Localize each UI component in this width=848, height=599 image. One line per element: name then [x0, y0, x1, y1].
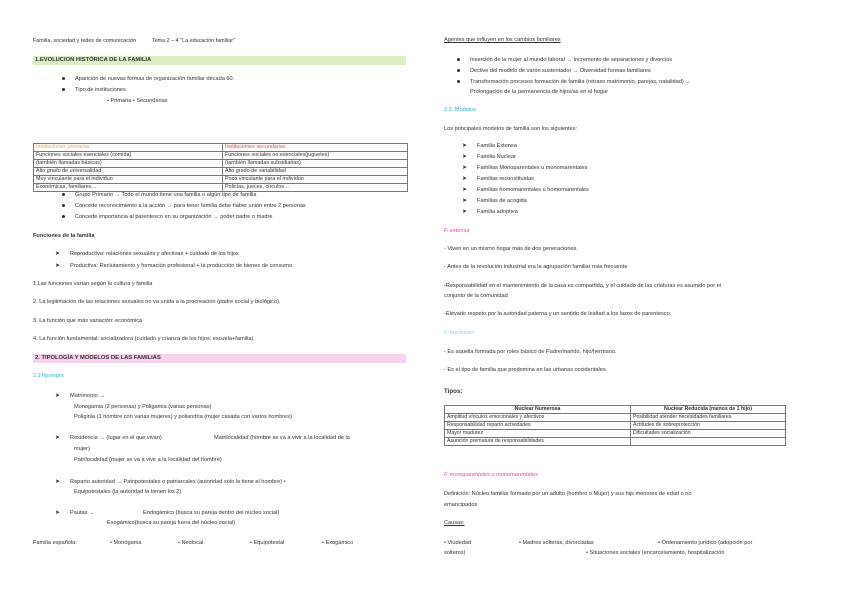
arrowhead-icon: ➤: [55, 251, 61, 257]
table-row: Amplitud vínculos emocionales y afectivos Posibilidad atender necesidades familiares: [445, 414, 786, 422]
section2-title: 2. TIPOLOGÍA Y MODELOS DE LAS FAMILIAS: [35, 355, 161, 361]
list-item-line: Prolongación de la permanencia de hijos/as en el hogar: [470, 89, 609, 95]
arrowhead-icon: ➤: [462, 154, 468, 160]
familia-espanola-item: • Exogámico: [322, 540, 354, 546]
table-header-cell: Nuclear Numerosa: [445, 406, 631, 414]
paragraph: - Antes de la revolución industrial era la agrupación familiar más frecuente: [444, 264, 628, 270]
table-header-cell: Instituciones primarias: [34, 144, 223, 152]
mono-title: F. monoparentales u monomarentales: [444, 472, 538, 478]
paragraph: - Es aquella formada por roles básico de Padre/marido, hijo/hermano.: [444, 349, 617, 355]
numbered-item: 1.Las funciones varían según la cultura y familia: [33, 281, 153, 287]
list-item: ➤ Residencia → (lugar en el que vivan): [55, 435, 162, 441]
causas-title: Causas:: [444, 520, 465, 526]
table-row: Económicas, familiares… Policías, jueces, círculos…: [34, 184, 408, 192]
list-item: Aparición de nuevas formas de organización familiar década 60.: [62, 76, 234, 83]
paragraph: - Viven en un mismo hogar más de dos generaciones.: [444, 246, 578, 252]
bullet-icon: [457, 69, 460, 72]
arrowhead-icon: ➤: [55, 479, 61, 485]
arrowhead-icon: ➤: [462, 165, 468, 171]
list-item: ➤ Familias homomarentales u homomarentales: [462, 187, 589, 193]
paragraph: emancipados: [444, 502, 478, 508]
table-row: Asunción prematura de responsabilidades: [445, 438, 786, 446]
table-header-cell: Instituciones secundarias: [223, 144, 408, 152]
familia-espanola-label: Familia española:: [33, 540, 77, 546]
list-item: Tipo de instituciones: [62, 87, 126, 94]
list-item-line: Poliginia (1 hombre con varias mujeres) y poliandria (mujer casada con varios hombres): [74, 414, 292, 420]
list-item: Concede reconocimiento a la acción → para tener familia debe haber unión entre 2 personas: [62, 203, 306, 210]
table-row: Muy vinculante para el individuo Poco vinculante para el individuo: [34, 176, 408, 184]
tipos-title: Tipos:: [444, 388, 463, 395]
extensa-title: F. extensa: [444, 228, 470, 234]
list-item: ➤ Familias reconstituidas: [462, 176, 534, 182]
arrowhead-icon: ➤: [462, 187, 468, 193]
table-row: Responsabilidad reparto actividades Actitudes de sobreprotección: [445, 422, 786, 430]
list-item-line: Patrilocalidad (mujer se va a vivir a la localidad del hombre): [74, 457, 222, 463]
list-item: ➤ Familias de acogida: [462, 198, 527, 204]
list-item: ➤ Productiva: Reclutamiento y formación profesional + la producción de bienes de consumo: [55, 263, 293, 269]
list-item: Declive del modelo de varón sustentador → Diversidad formas familiares: [457, 68, 651, 75]
bullet-icon: [457, 80, 460, 83]
bullet-icon: [62, 193, 65, 196]
table-header-cell: Nuclear Reducida (menos de 1 hijo): [631, 406, 786, 414]
section1-title: 1.EVOLUCION HISTÓRICA DE LA FAMILIA: [35, 57, 152, 63]
nucleares-title: F. nucleares: [444, 330, 475, 336]
numbered-item: 4. La función fundamental: socializadora (cuidado y crianza de los hijos: escuela+familia): [33, 336, 254, 342]
list-item: ➤ Familia adoptiva: [462, 209, 518, 215]
modelos-title: 2.2. Modelos: [444, 107, 477, 113]
bullet-icon: [62, 215, 65, 218]
list-item: ➤ Reparto autoridad → Patripotestales o patriarcales (autoridad solo la tiene el hombre) •: [55, 479, 286, 485]
familia-espanola-item: • Equipotestal: [250, 540, 285, 546]
list-item-line: Matrilocalidad (hombre se va a vivir a la localidad de la: [214, 435, 350, 441]
table-header-row: [445, 406, 786, 414]
list-item: Inserción de la mujer al mundo laboral → Incremento de separaciones y divorcios: [457, 57, 672, 64]
arrowhead-icon: ➤: [55, 393, 61, 399]
table-row: Alto grado de universalidad Alto grado de variabilidad: [34, 168, 408, 176]
causa-item: solteros): [444, 550, 466, 556]
familia-espanola-item: • Neolocal: [178, 540, 204, 546]
section1-heading-bar: [33, 56, 406, 65]
modelos-intro: Los principales modelos de familia son los siguientes:: [444, 126, 578, 132]
tipologia-subtitle: 2.1Tipología: [33, 373, 64, 379]
list-item-line: mujer): [74, 446, 90, 452]
arrowhead-icon: ➤: [55, 510, 61, 516]
paragraph: - Es el tipo de familia que predomina en las urbanas occidentales.: [444, 367, 608, 373]
list-item-line: Equipotestales (la autoridad la tienen los 2): [74, 489, 182, 495]
list-item: Grupo Primario → Todo el mundo tiene una familia o algún tipo de familia: [62, 192, 256, 199]
numbered-item: 2. La legitimación de las relaciones sexuales no va unida a la procreación (padre social y biológico).: [33, 299, 281, 305]
list-item-line: Endogámico (busca su pareja dentro del núcleo social): [143, 510, 280, 516]
bullet-icon: [62, 204, 65, 207]
agentes-title: Agentes que influyen en los cambios familiares: [444, 37, 561, 43]
list-item: ➤ Reproductiva: relaciones sexuales y afectivas + cuidado de los hijos: [55, 251, 239, 257]
list-item: Concede importancia al parentesco en su organización → poder padre o madre: [62, 214, 272, 221]
sub-bullet: • Primaria • Secundarias: [107, 98, 168, 104]
causa-item: • Madres solteras, divorciadas: [519, 540, 594, 546]
paragraph: conjunto de la comunidad: [444, 293, 508, 299]
arrowhead-icon: ➤: [462, 176, 468, 182]
header-course: Familia, sociedad y redes de comunicación: [33, 38, 137, 44]
arrowhead-icon: ➤: [462, 198, 468, 204]
funciones-title: Funciones de la familia: [33, 233, 95, 239]
paragraph: -Elevado respeto por la autoridad paterna y un sentido de lealtad a los lazos de parentesco.: [444, 311, 672, 317]
table-row: Funciones sociales esenciales (comida) Funciones sociales no esenciales(juguetes): [34, 152, 408, 160]
institutions-table: [33, 143, 408, 192]
numbered-item: 3. La función que más variación: económica: [33, 318, 143, 324]
section2-heading-bar: [33, 354, 406, 363]
list-item: Transformación procesos formación de familia (retraso matrimonio, parejas, natalidad) →: [457, 79, 691, 86]
table-header-row: [34, 144, 408, 152]
bullet-icon: [62, 77, 65, 80]
tipos-table: [444, 405, 786, 446]
bullet-icon: [457, 58, 460, 61]
arrowhead-icon: ➤: [55, 435, 61, 441]
list-item-line: Monogamia (2 personas) y Poligamia (varias personas): [74, 404, 212, 410]
familia-espanola-item: • Monógama: [110, 540, 142, 546]
arrowhead-icon: ➤: [462, 143, 468, 149]
list-item: ➤ Familia Extensa: [462, 143, 517, 149]
causa-item: • Situaciones sociales (encarcelamiento, hospitalización: [586, 550, 725, 556]
table-row: Mayor madurez Dificultades socialización: [445, 430, 786, 438]
list-item: ➤ Pautas →: [55, 510, 95, 516]
list-item: ➤ Familia Nuclear: [462, 154, 516, 160]
causa-item: • Viudedad: [444, 540, 472, 546]
arrowhead-icon: ➤: [55, 263, 61, 269]
list-item-line: Exogámico(busca su pareja fuera del núcleo social): [107, 520, 236, 526]
bullet-icon: [62, 88, 65, 91]
list-item: ➤ Familias Monoparentales u monomarentales: [462, 165, 588, 171]
list-item: ➤ Matrimonio →: [55, 393, 105, 399]
arrowhead-icon: ➤: [462, 209, 468, 215]
paragraph: -Responsabilidad en el mantenimiento de la casa es compartida, y el cuidado de las criaturas es asumido por el: [444, 283, 722, 289]
table-row: (también llamadas básicas) (también llamadas subsidiarias): [34, 160, 408, 168]
paragraph: Definición: Núcleo familiar formado por un adulto (hombre o Mujer) y sus hijs menores de edad o no: [444, 491, 692, 497]
header-topic: Tema 2 – 4 "La educación familiar": [152, 38, 235, 44]
causa-item: • Ordenamiento jurídico (adopción por: [658, 540, 753, 546]
